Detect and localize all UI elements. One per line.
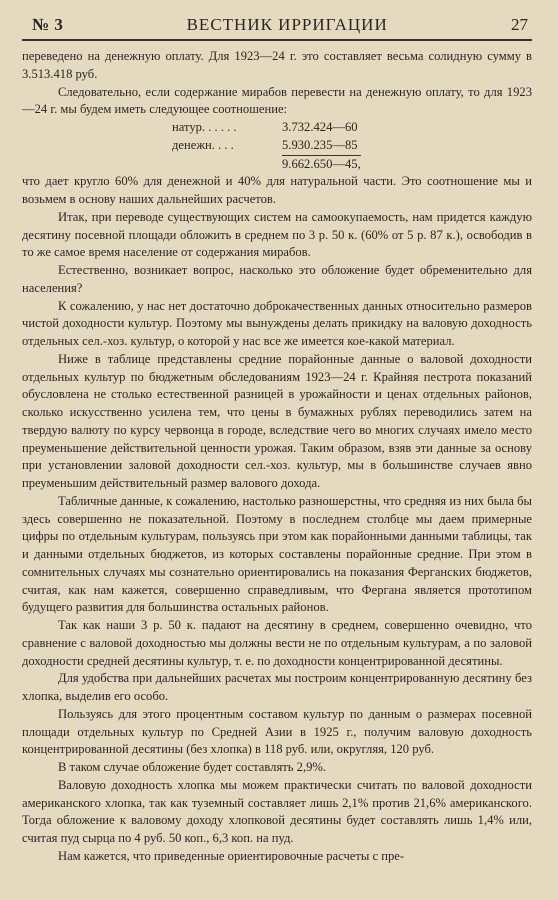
paragraph: Пользуясь для этого процентным составом культур по данным о размерах посевной площади отдельных культур по Средней Азии в 1925 г., получим валовую доходность концентрированной десятины (без хлопка) в 118 руб. или, округляя, 120 руб.	[22, 706, 532, 757]
paragraph-continuation: что дает кругло 60% для денежной и 40% для натуральной части. Это соотношение мы и возьмем в основу наших дальнейших расчетов.	[22, 174, 532, 206]
paragraph: Итак, при переводе существующих систем на самоокупаемость, нам придется каждую десятину посевной площади обложить в среднем по 3 р. 50 к. (60% от 5 р. 87 к.), освободив в то же самое время население от содержания мирабов.	[22, 209, 532, 260]
body-text	[22, 48, 532, 866]
journal-title: ВЕСТНИК ИРРИГАЦИИ	[186, 15, 388, 34]
calc-row-natural	[172, 119, 402, 137]
paragraph: Следовательно, если содержание мирабов перевести на денежную оплату, то для 1923—24 г. мы будем иметь следующее соотношение:	[22, 84, 532, 117]
calc-value: 5.930.235—85	[282, 137, 358, 152]
paragraph: Для удобства при дальнейших расчетах мы построим концентрированную десятину без хлопка, выделив его особо.	[22, 671, 532, 703]
paragraph-continuation: переведено на денежную оплату. Для 1923—24 г. это составляет весьма солидную сумму в 3.513.418 руб.	[22, 49, 532, 81]
ratio-calculation	[172, 119, 402, 173]
page-number: 27	[510, 15, 528, 34]
calc-total-row	[172, 155, 402, 174]
paragraph: Нам кажется, что приведенные ориентировочные расчеты с пре-	[58, 848, 405, 863]
calc-total: 9.662.650—45,	[282, 155, 361, 174]
calc-label: денежн. . . .	[172, 137, 234, 152]
paragraph: Табличные данные, к сожалению, настолько разношерстны, что средняя из них была бы здесь совершенно не показательной. Поэтому в последнем столбце мы даем примерные цифры по отдельным культурам, пользуясь при этом как порайонными данными таблицы, так и данными отдельных бюджетов, из которых составлены порайонные средние. При этом в сомнительных случаях мы сознательно ориентировались на показания Ферганских бюджетов, считая, как нам кажется, совершенно справедливым, что Фергана является прототипом будущего развития для большинства остальных районов.	[22, 493, 532, 615]
paragraph: Естественно, возникает вопрос, насколько это обложение будет обременительно для населения?	[22, 263, 532, 295]
calc-row-monetary	[172, 137, 402, 155]
paragraph: Валовую доходность хлопка мы можем практически считать по валовой доходности американского хлопка, так как туземный составляет лишь 2,1% против 21,6% американского. Тогда обложение к валовому доходу хлопковой десятины будет составлять лишь 1,4% или, считая пуд сырца по 4 руб. 50 коп., 6,3 коп. на пуд.	[22, 777, 532, 845]
calc-value: 3.732.424—60	[282, 120, 358, 134]
running-header	[22, 14, 532, 41]
calc-label: натур. . . . . .	[172, 120, 237, 134]
paragraph: К сожалению, у нас нет достаточно доброкачественных данных относительно размеров чистой доходности культур. Поэтому мы вынуждены делать прикидку на валовую доходность отдельных сел.-хоз. культур, о которой у нас все же имеется кое-какой материал.	[22, 298, 532, 348]
issue-number: № 3	[32, 15, 64, 34]
paragraph: Ниже в таблице представлены средние порайонные данные о валовой доходности отдельных культур по бюджетным обследованиям 1923—24 г. Крайняя пестрота показаний обусловлена не столько естественной разницей в урожайности и ценах отдельных районов, сколько искусственно усилена тем, что цены в бумажных рублях переводились затем на твердую валюту по курсу червонца в городе, вследствие чего во многих случаях имело место преуменьшение действительной ценности урожая. Таким образом, взяв эти данные за основу при установлении заловой доходности сел.-хоз. культур, мы в большинстве случаев явно преуменьшим действительный размер валового дохода.	[22, 351, 532, 490]
paragraph: Так как наши 3 р. 50 к. падают на десятину в среднем, совершенно очевидно, что сравнение с валовой доходностью мы должны вести не по отдельным культурам, а по заловой доходности средней десятины культур, т. е. по доходности концентрированной десятины.	[22, 618, 532, 668]
paragraph: В таком случае обложение будет составлять 2,9%.	[58, 760, 327, 774]
